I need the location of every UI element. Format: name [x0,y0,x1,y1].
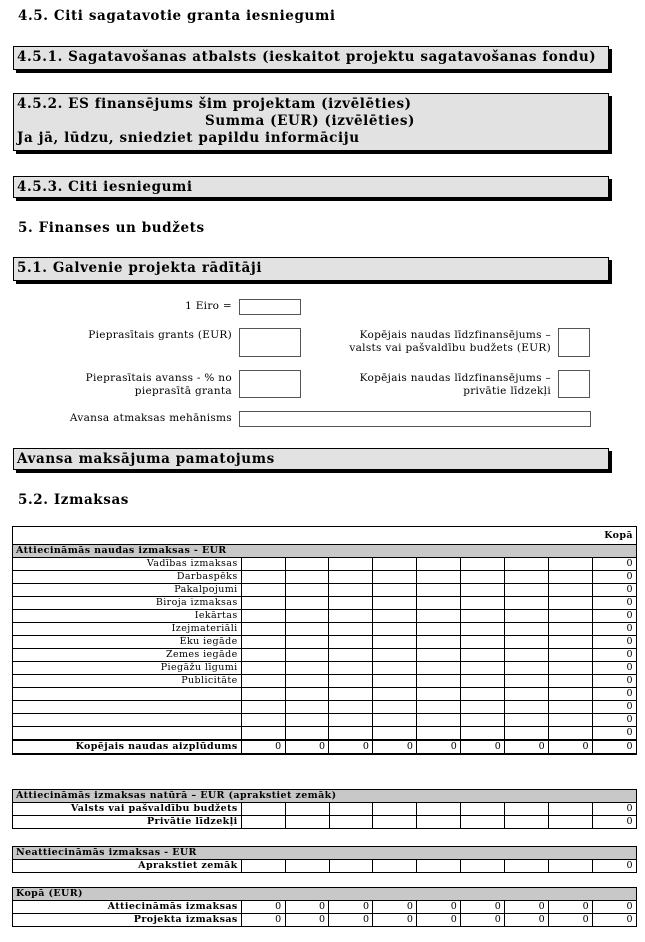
totals-table [12,887,637,927]
totals-row [13,901,637,914]
cost-cell[interactable] [329,688,373,701]
kopa-cell: 0 [592,662,636,675]
cost-row [13,701,637,714]
grant-label: Pieprasītais grants (EUR) [88,329,232,341]
kopa-cell: 0 [592,610,636,623]
row-label: Vadības izmaksas [13,558,242,571]
section-4-5-heading: 4.5. Citi sagatavotie granta iesniegumi [18,8,336,24]
kopa-cell: 0 [592,740,636,754]
noneligible-row [13,860,637,873]
cost-cell[interactable] [373,727,417,741]
cost-cell[interactable] [417,610,461,623]
cost-cell[interactable] [329,623,373,636]
cost-cell[interactable] [241,701,285,714]
kopa-cell: 0 [593,914,637,927]
section-4-5-2-title: 4.5.2. ES finansējums šim projektam (izvēlēties) [17,96,412,112]
cost-cell[interactable] [241,662,285,675]
row-label: Privātie līdzekļi [13,816,242,829]
noneligible-header-label: Neattiecināmās izmaksas - EUR [13,847,637,860]
cost-cell[interactable] [285,701,329,714]
cost-cell[interactable] [241,816,285,829]
cost-cell[interactable] [329,584,373,597]
cost-cell[interactable] [461,571,505,584]
cofinancing-private-label: Kopējais naudas līdzfinansējums – privātie līdzekļi [359,372,551,397]
kopa-cell: 0 [592,701,636,714]
cost-cell[interactable] [549,803,593,816]
row-label: Projekta izmaksas [13,914,242,927]
cost-cell[interactable] [549,610,593,623]
cost-cell[interactable] [549,623,593,636]
noneligible-header [13,847,637,860]
cost-cell[interactable] [417,662,461,675]
cost-row [13,597,637,610]
cost-row [13,688,637,701]
advance-justification-box: Avansa maksājuma pamatojums [13,448,609,470]
cost-cell[interactable] [417,649,461,662]
totals-row [13,914,637,927]
section-4-5-2-amount: Summa (EUR) (izvēlēties) [205,113,416,129]
cost-cell[interactable]: 0 [285,901,329,914]
cost-cell[interactable] [329,571,373,584]
cost-cell[interactable] [373,714,417,727]
advance-label: Pieprasītais avanss - % no pieprasītā granta [85,372,232,397]
cost-cell[interactable] [373,662,417,675]
kopa-cell: 0 [592,584,636,597]
cost-cell[interactable] [461,714,505,727]
row-label [13,701,242,714]
cost-cell[interactable] [417,727,461,741]
row-label: Piegāžu līgumi [13,662,242,675]
row-label: Ēku iegāde [13,636,242,649]
cost-cell[interactable]: 0 [549,901,593,914]
cost-cell[interactable] [505,597,549,610]
cost-cell[interactable]: 0 [241,740,285,754]
cost-cell[interactable] [417,688,461,701]
cost-row [13,558,637,571]
cost-cell[interactable] [505,662,549,675]
cost-cell[interactable] [241,714,285,727]
cost-cell[interactable] [505,860,549,873]
cost-cell[interactable] [461,636,505,649]
kopa-header: Kopā [592,527,636,545]
section-5-1-box: 5.1. Galvenie projekta rādītāji [13,257,609,281]
cost-cell[interactable]: 0 [417,740,461,754]
cost-cell[interactable] [241,597,285,610]
cost-cell[interactable] [373,649,417,662]
kopa-cell: 0 [592,597,636,610]
cofinancing-private-input[interactable] [558,370,590,398]
cost-cell[interactable] [329,714,373,727]
cost-cell[interactable] [285,688,329,701]
cost-cell[interactable]: 0 [373,740,417,754]
cost-cell[interactable] [417,803,461,816]
cost-cell[interactable] [461,675,505,688]
noneligible-table [12,846,637,873]
cost-cell[interactable] [241,623,285,636]
cost-cell[interactable]: 0 [417,901,461,914]
totals-header-label: Kopā (EUR) [13,888,637,901]
totals-header [13,888,637,901]
cost-cell[interactable] [285,662,329,675]
cost-row [13,727,637,741]
cost-cell[interactable] [505,584,549,597]
header-blank [13,527,593,545]
cost-cell[interactable] [461,649,505,662]
row-label: Publicitāte [13,675,242,688]
cost-cell[interactable] [461,584,505,597]
cost-cell[interactable]: 0 [461,901,505,914]
cost-cell[interactable] [329,675,373,688]
cost-cell[interactable] [505,688,549,701]
cost-cell[interactable] [373,636,417,649]
cost-cell[interactable] [241,571,285,584]
row-label: Valsts vai pašvaldību budžets [13,803,242,816]
row-label: Kopējais naudas aizplūdums [13,740,242,754]
cost-cell[interactable] [549,860,593,873]
cost-cell[interactable] [549,571,593,584]
row-label: Biroja izmaksas [13,597,242,610]
cost-cell[interactable] [241,727,285,741]
cost-cell[interactable] [241,636,285,649]
cost-cell[interactable] [285,571,329,584]
cost-cell[interactable] [549,816,593,829]
cost-cell[interactable]: 0 [373,914,417,927]
cost-cell[interactable] [505,649,549,662]
cost-row [13,649,637,662]
costs-table [12,526,637,755]
inkind-header-label: Attiecināmās izmaksas natūrā – EUR (aprakstiet zemāk) [13,790,637,803]
kopa-cell: 0 [592,714,636,727]
cost-cell[interactable] [329,662,373,675]
cost-cell[interactable] [505,636,549,649]
cost-cell[interactable] [549,714,593,727]
cost-cell[interactable] [505,701,549,714]
cost-cell[interactable]: 0 [329,740,373,754]
cost-cell[interactable] [461,662,505,675]
row-label: Izejmateriāli [13,623,242,636]
eiro-input[interactable] [239,299,301,315]
cost-cell[interactable] [417,675,461,688]
cost-cell[interactable] [461,727,505,741]
cost-cell[interactable] [373,675,417,688]
row-label: Aprakstiet zemāk [13,860,242,873]
cost-cell[interactable] [329,816,373,829]
cost-cell[interactable] [549,701,593,714]
row-label [13,688,242,701]
cost-cell[interactable]: 0 [285,914,329,927]
inkind-row [13,816,637,829]
section-5-heading: 5. Finanses un budžets [18,220,205,236]
cost-cell[interactable] [549,597,593,610]
cost-cell[interactable] [461,597,505,610]
cofinancing-state-input[interactable] [558,328,590,357]
inkind-table [12,789,637,829]
cost-cell[interactable] [549,558,593,571]
kopa-cell: 0 [592,675,636,688]
cost-cell[interactable] [373,584,417,597]
cost-row [13,714,637,727]
row-label: Pakalpojumi [13,584,242,597]
cost-cell[interactable] [549,688,593,701]
cost-row [13,662,637,675]
cost-cell[interactable] [329,558,373,571]
cost-cell[interactable] [373,623,417,636]
cost-cell[interactable] [417,584,461,597]
cost-cell[interactable] [505,623,549,636]
cost-cell[interactable] [329,803,373,816]
cost-cell[interactable] [285,584,329,597]
kopa-cell: 0 [592,623,636,636]
cost-cell[interactable] [417,571,461,584]
cost-cell[interactable] [329,636,373,649]
cost-cell[interactable] [417,816,461,829]
cost-cell[interactable] [373,816,417,829]
cost-cell[interactable] [285,623,329,636]
cost-cell[interactable]: 0 [505,740,549,754]
cost-cell[interactable] [285,675,329,688]
row-label: Attiecināmās izmaksas [13,901,242,914]
cost-cell[interactable] [373,803,417,816]
cost-cell[interactable] [505,558,549,571]
cost-cell[interactable] [505,816,549,829]
cost-cell[interactable] [241,649,285,662]
cost-cell[interactable] [241,803,285,816]
section-4-5-1-box: 4.5.1. Sagatavošanas atbalsts (ieskaitot projektu sagatavošanas fondu) [13,46,609,70]
cost-row [13,636,637,649]
kopa-cell: 0 [593,901,637,914]
cost-cell[interactable] [241,860,285,873]
cost-cell[interactable] [285,649,329,662]
cost-cell[interactable] [373,860,417,873]
cost-cell[interactable]: 0 [329,901,373,914]
cost-cell[interactable] [549,649,593,662]
kopa-header-row [13,527,637,545]
cost-cell[interactable] [241,584,285,597]
cost-cell[interactable] [373,571,417,584]
cost-cell[interactable] [241,558,285,571]
kopa-cell: 0 [592,649,636,662]
inkind-row [13,803,637,816]
cost-cell[interactable]: 0 [505,901,549,914]
row-label [13,727,242,741]
cost-cell[interactable] [241,675,285,688]
kopa-cell: 0 [592,727,636,741]
cost-cell[interactable] [549,636,593,649]
cost-cell[interactable] [505,803,549,816]
section-4-5-3-box: 4.5.3. Citi iesniegumi [13,176,609,198]
kopa-cell: 0 [593,816,637,829]
cost-cell[interactable] [461,816,505,829]
cost-cell[interactable] [461,688,505,701]
total-cash-outflow-row [13,740,637,754]
cost-cell[interactable] [505,727,549,741]
section-4-5-2-info: Ja jā, lūdzu, sniedziet papildu informāciju [17,130,360,146]
cost-cell[interactable]: 0 [549,914,593,927]
cost-cell[interactable] [285,558,329,571]
cost-cell[interactable] [461,558,505,571]
cost-cell[interactable] [329,649,373,662]
cost-cell[interactable]: 0 [241,914,285,927]
cost-cell[interactable] [329,610,373,623]
kopa-cell: 0 [592,636,636,649]
cofinancing-state-label: Kopējais naudas līdzfinansējums – valsts vai pašvaldību budžets (EUR) [349,329,551,354]
row-label: Zemes iegāde [13,649,242,662]
eiro-label: 1 Eiro = [185,300,232,312]
cost-cell[interactable] [373,701,417,714]
row-label [13,714,242,727]
section-5-2-heading: 5.2. Izmaksas [18,492,130,508]
kopa-cell: 0 [592,688,636,701]
cost-cell[interactable] [285,610,329,623]
cost-cell[interactable] [549,727,593,741]
inkind-header [13,790,637,803]
kopa-cell: 0 [592,558,636,571]
cost-cell[interactable] [329,860,373,873]
cost-cell[interactable] [329,701,373,714]
cost-cell[interactable] [505,610,549,623]
cost-cell[interactable] [241,610,285,623]
cost-cell[interactable] [241,688,285,701]
cost-cell[interactable] [461,610,505,623]
cost-cell[interactable] [373,597,417,610]
kopa-cell: 0 [593,860,637,873]
cost-row [13,571,637,584]
eligible-cash-header [13,545,637,558]
cost-cell[interactable] [417,714,461,727]
row-label: Iekārtas [13,610,242,623]
eligible-cash-header-label: Attiecināmās naudas izmaksas - EUR [13,545,637,558]
cost-cell[interactable] [461,803,505,816]
cost-cell[interactable]: 0 [285,740,329,754]
cost-cell[interactable] [417,860,461,873]
cost-cell[interactable] [285,860,329,873]
cost-cell[interactable]: 0 [461,914,505,927]
cost-cell[interactable] [549,662,593,675]
mechanism-input[interactable] [239,411,591,427]
cost-cell[interactable]: 0 [505,914,549,927]
cost-cell[interactable] [285,803,329,816]
cost-cell[interactable] [417,558,461,571]
cost-cell[interactable] [285,816,329,829]
cost-cell[interactable] [373,688,417,701]
grant-input[interactable] [239,328,301,357]
cost-cell[interactable] [417,623,461,636]
cost-cell[interactable] [417,597,461,610]
cost-cell[interactable] [417,701,461,714]
cost-cell[interactable] [461,860,505,873]
cost-cell[interactable]: 0 [241,901,285,914]
kopa-cell: 0 [593,803,637,816]
cost-row [13,675,637,688]
cost-cell[interactable] [285,727,329,741]
cost-cell[interactable] [373,558,417,571]
cost-cell[interactable]: 0 [329,914,373,927]
cost-cell[interactable] [285,636,329,649]
cost-cell[interactable] [285,714,329,727]
cost-cell[interactable] [505,714,549,727]
row-label: Darbaspēks [13,571,242,584]
cost-cell[interactable] [549,584,593,597]
cost-cell[interactable] [329,727,373,741]
cost-cell[interactable] [373,610,417,623]
advance-input[interactable] [239,370,301,398]
cost-cell[interactable]: 0 [373,901,417,914]
cost-row [13,623,637,636]
cost-cell[interactable] [417,636,461,649]
cost-cell[interactable] [549,675,593,688]
cost-cell[interactable]: 0 [461,740,505,754]
cost-row [13,610,637,623]
cost-cell[interactable] [505,571,549,584]
cost-cell[interactable]: 0 [549,740,593,754]
mechanism-label: Avansa atmaksas mehānisms [69,412,232,424]
cost-row [13,584,637,597]
cost-cell[interactable] [505,675,549,688]
cost-cell[interactable] [329,597,373,610]
kopa-cell: 0 [592,571,636,584]
cost-cell[interactable] [461,701,505,714]
cost-cell[interactable]: 0 [417,914,461,927]
section-4-5-2-box [13,93,609,151]
cost-cell[interactable] [285,597,329,610]
cost-cell[interactable] [461,623,505,636]
